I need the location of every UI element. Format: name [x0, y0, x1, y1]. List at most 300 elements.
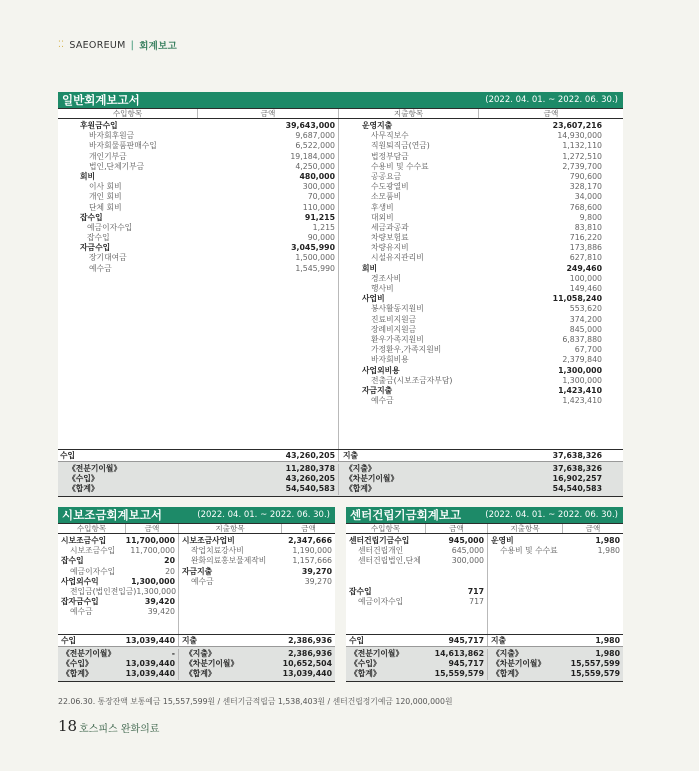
line-item-amount: 717	[467, 586, 484, 596]
line-item-label: 소모품비	[371, 192, 402, 202]
line-item	[362, 253, 602, 263]
line-item	[362, 131, 602, 141]
col-header-amount: 금액	[198, 109, 339, 118]
general-report-title-bar	[58, 92, 623, 108]
line-item-label: 전출금(시보조금자부담)	[371, 375, 453, 385]
line-item-label: 경조사비	[371, 273, 402, 283]
summary-row	[185, 649, 332, 659]
summary-row	[185, 669, 332, 679]
general-report-period: (2022. 04. 01. ~ 2022. 06. 30.)	[485, 95, 618, 105]
line-item-amount: 39,270	[304, 576, 332, 586]
line-item-label: 예금이자수입	[70, 566, 116, 576]
center-total-in: 945,717	[448, 636, 484, 645]
line-item	[349, 597, 484, 607]
line-item-label: 회비	[362, 263, 378, 273]
summary-row	[492, 659, 620, 669]
line-item-amount: 716,220	[569, 233, 602, 243]
line-item-amount: 553,620	[569, 304, 602, 314]
line-item-amount: 1,132,110	[562, 141, 602, 151]
line-item-amount: 173,886	[569, 243, 602, 253]
line-item-label: 자금수입	[80, 243, 111, 253]
line-item	[362, 233, 602, 243]
line-item-label: 사업비	[362, 294, 385, 304]
line-item	[362, 284, 602, 294]
general-totals-row	[58, 449, 623, 462]
general-summary	[58, 462, 623, 497]
subsidy-total-out-label: 지출	[182, 636, 198, 645]
line-item-amount: 1,980	[595, 536, 620, 545]
line-item-label: 운영지출	[362, 121, 393, 130]
summary-row	[345, 474, 602, 484]
line-item-label: 회비	[80, 171, 96, 181]
line-item-label: 세금과공과	[371, 222, 409, 232]
line-item	[362, 355, 602, 365]
line-item	[362, 162, 602, 172]
summary-label: 《합계》	[350, 669, 381, 679]
line-item-amount: 23,607,216	[552, 121, 602, 130]
general-report	[58, 92, 623, 497]
line-item	[362, 345, 602, 355]
line-item-amount: 3,045,990	[291, 243, 335, 253]
subsidy-report-title-bar	[58, 507, 335, 523]
line-item-label: 직원퇴직금(연금)	[371, 141, 430, 151]
center-summary-in	[346, 649, 488, 680]
line-item-label: 완화의료홍보물제작비	[191, 556, 267, 566]
line-item-amount: 717	[469, 597, 484, 607]
summary-amount: 54,540,583	[552, 484, 602, 494]
line-item-label: 예수금	[371, 396, 394, 406]
line-item-label: 행사비	[371, 284, 394, 293]
line-item-amount: 1,300,000	[136, 586, 177, 596]
line-item	[182, 567, 332, 577]
line-item-label: 가정환우,가족지원비	[371, 345, 442, 355]
summary-label: 《합계》	[345, 484, 376, 494]
summary-label: 《전분기이월》	[350, 649, 404, 658]
line-item	[80, 243, 335, 253]
line-item	[182, 536, 332, 546]
line-item-amount: 11,058,240	[552, 294, 602, 304]
line-item-amount: 67,700	[574, 345, 602, 355]
line-item-amount: 2,379,840	[562, 355, 602, 365]
line-item-label: 공공요금	[371, 171, 402, 181]
line-item-amount: 945,000	[448, 536, 484, 545]
line-item	[61, 577, 175, 587]
col-header-amount: 금액	[426, 524, 488, 533]
line-item	[362, 172, 602, 182]
line-item	[80, 264, 335, 274]
summary-row	[62, 649, 175, 659]
line-item-label: 장기대여금	[89, 253, 127, 263]
line-item	[80, 253, 335, 263]
line-item	[182, 546, 332, 556]
center-summary	[346, 647, 623, 682]
line-item	[362, 152, 602, 162]
line-item-label: 잡수입	[61, 556, 84, 566]
line-item-amount: 11,700,000	[130, 546, 175, 556]
line-item-amount: 1,272,510	[562, 151, 602, 161]
summary-amount: 15,559,579	[434, 669, 484, 679]
line-item-label: 자금지출	[362, 385, 393, 395]
line-item-amount: 149,460	[569, 284, 602, 293]
subsidy-total-out: 2,386,936	[288, 636, 332, 645]
line-item	[349, 577, 484, 587]
line-item-amount: 1,215	[312, 222, 335, 232]
publication-name: 호스피스 완화의료	[79, 724, 160, 735]
line-item	[362, 366, 602, 376]
summary-row	[62, 659, 175, 669]
line-item-label: 이사 회비	[89, 182, 122, 192]
line-item-amount: 83,810	[574, 222, 602, 232]
col-header-expense: 지출항목	[179, 524, 282, 533]
summary-label: 《수입》	[62, 659, 93, 669]
subsidy-expense-list	[179, 534, 335, 634]
center-total-out: 1,980	[595, 636, 620, 645]
line-item	[362, 335, 602, 345]
line-item	[80, 172, 335, 182]
line-item	[362, 243, 602, 253]
line-item-amount: 328,170	[569, 182, 602, 192]
center-report-title-bar	[346, 507, 623, 523]
line-item	[362, 203, 602, 213]
line-item-label: 시보조금수입	[70, 546, 116, 556]
summary-label: 《차분기이월》	[492, 659, 546, 669]
section-title: 회계보고	[139, 41, 178, 52]
line-item-amount: 39,270	[301, 566, 332, 576]
balance-footnote: 22.06.30. 통장잔액 보통예금 15,557,599원 / 센터기금적립금 1,538,403원 / 센터건립정기예금 120,000,000원	[58, 697, 453, 706]
summary-row	[345, 484, 602, 494]
summary-row	[345, 464, 602, 474]
center-summary-out	[488, 649, 623, 680]
line-item	[61, 587, 175, 597]
summary-row	[62, 669, 175, 679]
line-item	[80, 152, 335, 162]
line-item-label: 차량유지비	[371, 243, 409, 253]
line-item	[362, 396, 602, 406]
general-column-headers	[58, 108, 623, 119]
line-item-label: 수도광열비	[371, 182, 409, 192]
line-item-amount: 845,000	[569, 324, 602, 334]
summary-label: 《지출》	[345, 464, 376, 473]
page-number: 18	[58, 717, 78, 735]
general-summary-out	[339, 464, 623, 495]
subsidy-income-list	[58, 534, 179, 634]
summary-amount: 15,559,579	[570, 669, 620, 679]
summary-label: 《지출》	[185, 649, 216, 658]
line-item	[491, 546, 620, 556]
subsidy-totals-row	[58, 634, 335, 647]
line-item-amount: 91,215	[304, 212, 335, 222]
line-item-amount: 110,000	[302, 202, 335, 212]
line-item-amount: 9,687,000	[295, 131, 335, 141]
line-item	[61, 597, 175, 607]
line-item-amount: 4,250,000	[295, 161, 335, 171]
summary-label: 《수입》	[68, 474, 99, 484]
line-item-amount: 2,739,700	[562, 161, 602, 171]
line-item-amount: 645,000	[451, 546, 484, 556]
line-item-label: 예수금	[89, 263, 112, 273]
summary-amount: 945,717	[448, 659, 484, 669]
line-item	[80, 233, 335, 243]
line-item-amount: 790,600	[569, 171, 602, 181]
line-item-label: 개인 회비	[89, 192, 122, 202]
line-item-label: 수용비 및 수수료	[371, 161, 429, 171]
general-income-list	[58, 119, 339, 449]
line-item-amount: 100,000	[569, 273, 602, 283]
summary-row	[350, 669, 484, 679]
line-item	[349, 546, 484, 556]
line-item-label: 시설유지관리비	[371, 253, 424, 263]
line-item-label: 센터건립법인,단체	[358, 556, 421, 566]
line-item-label: 법정부담금	[371, 151, 409, 161]
summary-amount: 1,980	[595, 649, 620, 658]
line-item-amount: 39,643,000	[285, 121, 335, 130]
summary-amount: 13,039,440	[282, 669, 332, 679]
line-item-amount: 90,000	[307, 233, 335, 243]
summary-label: 《수입》	[350, 659, 381, 669]
line-item	[362, 264, 602, 274]
line-item	[362, 376, 602, 386]
line-item-label: 후원금수입	[80, 121, 118, 130]
line-item-label: 사무직보수	[371, 131, 409, 141]
col-header-expense: 지출항목	[488, 524, 563, 533]
line-item-label: 대외비	[371, 212, 394, 222]
line-item-amount: 1,300,000	[131, 576, 175, 586]
line-item-label: 차량보험료	[371, 233, 409, 243]
subsidy-body	[58, 534, 335, 634]
col-header-income: 수입항목	[58, 109, 198, 118]
subsidy-report	[58, 507, 335, 682]
general-summary-in	[58, 464, 339, 495]
line-item-label: 센터건립개인	[358, 546, 404, 556]
subsidy-total-in: 13,039,440	[125, 636, 175, 645]
line-item	[362, 274, 602, 284]
center-report-title: 센터건립기금회계보고	[350, 508, 462, 522]
subsidy-total-in-label: 수입	[61, 636, 77, 645]
line-item	[61, 607, 175, 617]
line-item-amount: 1,423,410	[558, 385, 602, 395]
line-item-label: 시보조금수입	[61, 536, 107, 545]
line-item	[362, 386, 602, 396]
center-body	[346, 534, 623, 634]
line-item-label: 개인기부금	[89, 151, 127, 161]
line-item-label: 바자회물품판매수입	[89, 141, 157, 151]
line-item	[80, 223, 335, 233]
summary-label: 《차분기이월》	[185, 659, 239, 669]
summary-label: 《합계》	[68, 484, 99, 494]
line-item-label: 바자회후원금	[89, 131, 135, 141]
line-item-label: 봉사활동지원비	[371, 304, 424, 314]
line-item-amount: 300,000	[302, 182, 335, 192]
brand-name: SAEOREUM	[69, 39, 126, 51]
line-item	[362, 294, 602, 304]
page-header	[58, 38, 177, 52]
line-item-label: 운영비	[491, 536, 514, 545]
subsidy-column-headers	[58, 523, 335, 534]
line-item	[362, 182, 602, 192]
line-item	[61, 556, 175, 566]
line-item-label	[349, 567, 484, 577]
line-item-label: 환우가족지원비	[371, 334, 424, 344]
line-item-amount: 2,347,666	[288, 536, 332, 545]
line-item	[349, 536, 484, 546]
line-item-amount: 768,600	[569, 202, 602, 212]
line-item-label: 장례비지원금	[371, 324, 417, 334]
summary-amount: 11,280,378	[285, 464, 335, 473]
line-item-amount: 1,545,990	[295, 263, 335, 273]
line-item-label: 예금이자수입	[358, 597, 404, 607]
summary-amount: 43,260,205	[285, 474, 335, 484]
line-item	[61, 546, 175, 556]
line-item	[80, 131, 335, 141]
col-header-amount: 금액	[126, 524, 179, 533]
summary-label: 《지출》	[492, 649, 523, 658]
line-item	[80, 203, 335, 213]
line-item	[61, 567, 175, 577]
line-item-label: 법인,단체기부금	[89, 161, 145, 171]
line-item	[80, 213, 335, 223]
line-item-amount: 11,700,000	[125, 536, 175, 545]
col-header-income: 수입항목	[58, 524, 126, 533]
line-item	[80, 141, 335, 151]
summary-amount: 13,039,440	[125, 659, 175, 669]
center-column-headers	[346, 523, 623, 534]
summary-row	[350, 649, 484, 659]
general-total-out: 37,638,326	[552, 451, 602, 460]
summary-amount: 16,902,257	[552, 474, 602, 484]
line-item	[362, 223, 602, 233]
summary-amount: -	[171, 649, 175, 658]
line-item-label: 예금이자수입	[87, 222, 133, 232]
center-fund-report	[346, 507, 623, 682]
line-item-amount: 1,157,666	[292, 556, 332, 566]
subsidy-summary-in	[58, 649, 179, 680]
general-body	[58, 119, 623, 449]
line-item-label: 전입금(법인전입금)	[70, 586, 137, 596]
line-item	[362, 192, 602, 202]
line-item-amount: 480,000	[299, 171, 335, 181]
line-item	[362, 141, 602, 151]
summary-amount: 54,540,583	[285, 484, 335, 494]
center-report-period: (2022. 04. 01. ~ 2022. 06. 30.)	[485, 510, 618, 520]
line-item-amount: 20	[164, 556, 175, 566]
line-item-amount: 70,000	[307, 192, 335, 202]
line-item	[80, 182, 335, 192]
line-item	[362, 121, 602, 131]
line-item	[349, 556, 484, 566]
line-item-amount: 374,200	[569, 314, 602, 324]
line-item	[182, 556, 332, 566]
subsidy-report-title: 시보조금회계보고서	[62, 508, 162, 522]
line-item	[362, 325, 602, 335]
line-item-amount: 249,460	[566, 263, 602, 273]
line-item	[80, 121, 335, 131]
summary-label: 《전분기이월》	[68, 464, 122, 473]
line-item-label: 단체 회비	[89, 202, 122, 212]
summary-row	[68, 464, 335, 474]
line-item-label: 예수금	[191, 576, 214, 586]
line-item-label: 잡수입	[87, 233, 110, 243]
col-header-amount-2: 금액	[585, 524, 601, 533]
line-item-label: 자금지출	[182, 566, 213, 576]
line-item-label: 작업치료강사비	[191, 546, 244, 556]
center-income-list	[346, 534, 488, 634]
summary-row	[185, 659, 332, 669]
line-item-amount: 300,000	[451, 556, 484, 566]
line-item-amount: 1,300,000	[558, 365, 602, 375]
line-item	[80, 192, 335, 202]
line-item-amount: 6,522,000	[295, 141, 335, 151]
subsidy-report-period: (2022. 04. 01. ~ 2022. 06. 30.)	[197, 510, 330, 520]
line-item	[362, 315, 602, 325]
line-item	[362, 213, 602, 223]
general-report-title: 일반회계보고서	[62, 93, 140, 107]
summary-row	[68, 474, 335, 484]
summary-amount: 37,638,326	[552, 464, 602, 473]
general-total-out-label: 지출	[343, 451, 359, 460]
line-item-amount: 19,184,000	[290, 151, 335, 161]
line-item-amount: 1,190,000	[292, 546, 332, 556]
summary-label: 《차분기이월》	[345, 474, 399, 484]
line-item	[491, 536, 620, 546]
summary-amount: 15,557,599	[570, 659, 620, 669]
line-item-amount: 6,837,880	[562, 334, 602, 344]
summary-label: 《합계》	[185, 669, 216, 679]
line-item-amount: 627,810	[569, 253, 602, 263]
header-divider: |	[130, 39, 135, 51]
line-item	[362, 304, 602, 314]
line-item-amount: 39,420	[147, 607, 175, 617]
center-totals-row	[346, 634, 623, 647]
line-item-amount: 34,000	[574, 192, 602, 202]
col-header-expense: 지출항목	[339, 109, 479, 118]
line-item-label: 후생비	[371, 202, 394, 212]
line-item	[182, 577, 332, 587]
summary-amount: 13,039,440	[125, 669, 175, 679]
col-header-amount-2: 금액	[301, 524, 316, 533]
line-item-label: 센터건립기금수입	[349, 536, 410, 545]
general-expense-list	[339, 119, 623, 449]
line-item-label	[349, 577, 484, 587]
summary-row	[68, 484, 335, 494]
line-item-label: 사업외수익	[61, 576, 99, 586]
line-item-amount: 1,980	[597, 546, 620, 556]
line-item-label: 진료비지원금	[371, 314, 417, 324]
summary-row	[492, 649, 620, 659]
line-item-label: 잡자금수입	[61, 597, 99, 607]
line-item-amount: 1,423,410	[562, 396, 602, 406]
subsidy-summary-out	[179, 649, 335, 680]
line-item-amount: 9,800	[579, 212, 602, 222]
summary-amount: 10,652,504	[282, 659, 332, 669]
line-item-label: 예수금	[70, 607, 93, 617]
line-item-label: 바자회비용	[371, 355, 409, 365]
summary-label: 《전분기이월》	[62, 649, 116, 658]
summary-row	[492, 669, 620, 679]
line-item-amount: 14,930,000	[557, 131, 602, 141]
summary-amount: 14,613,862	[434, 649, 484, 658]
center-expense-list	[488, 534, 623, 634]
line-item-amount: 20	[165, 566, 175, 576]
line-item-label: 사업외비용	[362, 365, 400, 375]
summary-label: 《합계》	[62, 669, 93, 679]
dots-icon: ⁚⁚	[58, 40, 65, 50]
line-item-amount: 1,500,000	[295, 253, 335, 263]
line-item-label: 시보조금사업비	[182, 536, 235, 545]
line-item-amount: 1,300,000	[562, 375, 602, 385]
line-item-amount: 39,420	[144, 597, 175, 607]
summary-label: 《합계》	[492, 669, 523, 679]
subsidy-summary	[58, 647, 335, 682]
